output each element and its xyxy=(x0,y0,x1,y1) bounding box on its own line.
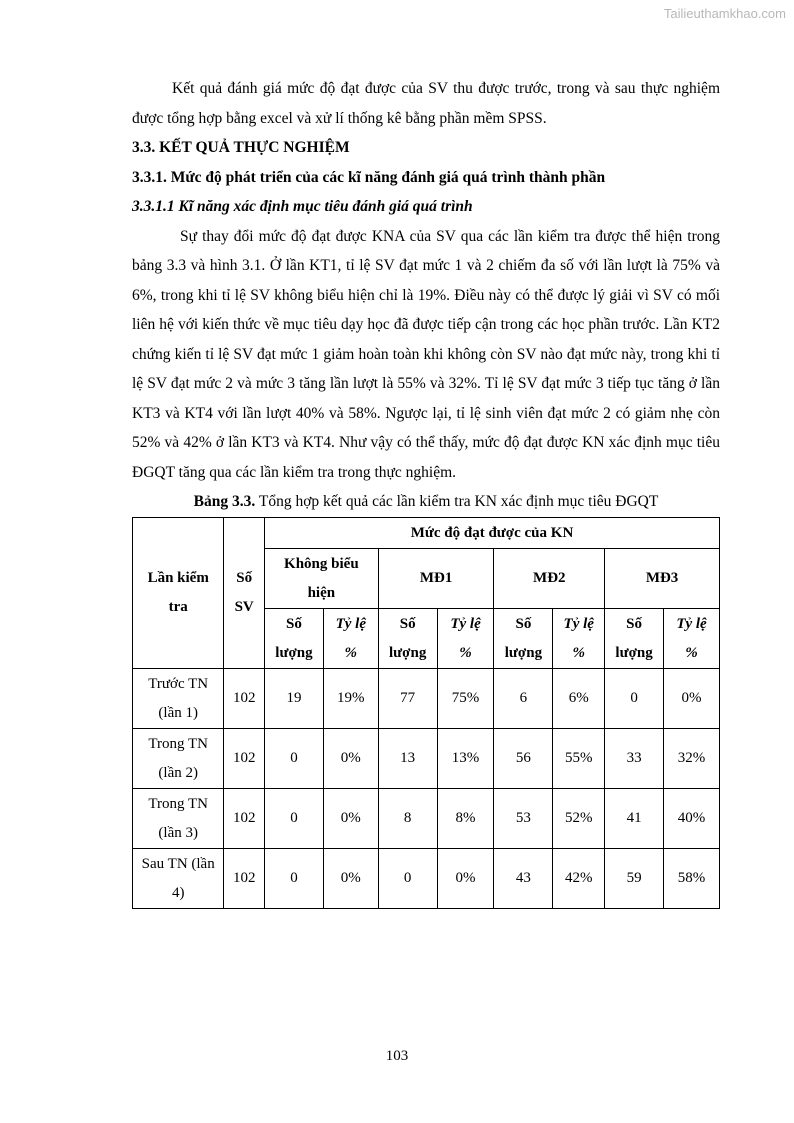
table-caption-text: Tổng hợp kết quả các lần kiểm tra KN xác định mục tiêu ĐGQT xyxy=(255,493,659,510)
header-group: Mức độ đạt được của KN xyxy=(265,518,720,549)
cell-ratio: 0% xyxy=(664,669,720,729)
header-count: Số lượng xyxy=(378,609,437,669)
cell-count: 53 xyxy=(494,789,553,849)
cell-test: Trước TN (lần 1) xyxy=(133,669,224,729)
table-caption-label: Bảng 3.3. xyxy=(193,493,256,510)
cell-ratio: 55% xyxy=(553,729,605,789)
cell-count: 59 xyxy=(605,849,664,909)
header-test: Lần kiểm tra xyxy=(133,518,224,669)
cell-count: 6 xyxy=(494,669,553,729)
cell-count: 33 xyxy=(605,729,664,789)
cell-ratio: 75% xyxy=(437,669,494,729)
table-caption xyxy=(132,487,720,516)
table-row xyxy=(133,789,720,849)
cell-count: 0 xyxy=(265,729,324,789)
page-content xyxy=(132,74,720,909)
table-row xyxy=(133,729,720,789)
cell-sv: 102 xyxy=(224,729,265,789)
cell-count: 0 xyxy=(605,669,664,729)
header-ratio: Tỷ lệ % xyxy=(323,609,378,669)
subsubsection-heading: 3.3.1.1 Kĩ năng xác định mục tiêu đánh giá quá trình xyxy=(132,198,473,215)
cell-ratio: 52% xyxy=(553,789,605,849)
cell-ratio: 6% xyxy=(553,669,605,729)
cell-count: 0 xyxy=(378,849,437,909)
cell-ratio: 8% xyxy=(437,789,494,849)
header-count: Số lượng xyxy=(494,609,553,669)
header-count: Số lượng xyxy=(265,609,324,669)
header-level-0: Không biểu hiện xyxy=(265,549,379,609)
cell-ratio: 19% xyxy=(323,669,378,729)
cell-count: 41 xyxy=(605,789,664,849)
body-paragraph: Sự thay đổi mức độ đạt được KNA của SV qua các lần kiểm tra được thể hiện trong bảng 3.3 và hình 3.1. Ở lần KT1, tỉ lệ SV đạt mức 1 và 2 chiếm đa số với lần lượt là 75% và 6%, trong khi tỉ lệ SV không biểu hiện chỉ là 19%. Điều này có thể được lý giải vì SV có mối liên hệ với kiến thức về mục tiêu dạy học đã được tiếp cận trong các học phần trước. Lần KT2 chứng kiến tỉ lệ SV đạt mức 1 giảm hoàn toàn khi không còn SV nào đạt mức này, trong khi tỉ lệ SV đạt mức 2 và mức 3 tăng lần lượt là 55% và 32%. Tỉ lệ SV đạt mức 3 tiếp tục tăng ở lần KT3 và KT4 với lần lượt 40% và 58%. Ngược lại, tỉ lệ sinh viên đạt mức 2 có giảm nhẹ còn 52% và 42% ở lần KT3 và KT4. Như vậy có thể thấy, mức độ đạt được KN xác định mục tiêu ĐGQT tăng qua các lần kiểm tra trong thực nghiệm. xyxy=(132,227,720,481)
cell-ratio: 0% xyxy=(437,849,494,909)
cell-count: 0 xyxy=(265,849,324,909)
cell-ratio: 0% xyxy=(323,789,378,849)
page-number: 103 xyxy=(385,1048,409,1064)
cell-sv: 102 xyxy=(224,669,265,729)
header-level-1: MĐ1 xyxy=(378,549,494,609)
cell-sv: 102 xyxy=(224,849,265,909)
cell-count: 0 xyxy=(265,789,324,849)
header-sv: Số SV xyxy=(224,518,265,669)
table-row xyxy=(133,669,720,729)
results-table xyxy=(132,517,720,909)
header-count: Số lượng xyxy=(605,609,664,669)
cell-count: 13 xyxy=(378,729,437,789)
header-ratio: Tỷ lệ % xyxy=(664,609,720,669)
header-ratio: Tỷ lệ % xyxy=(437,609,494,669)
cell-count: 8 xyxy=(378,789,437,849)
header-level-3: MĐ3 xyxy=(605,549,720,609)
cell-ratio: 0% xyxy=(323,729,378,789)
header-level-2: MĐ2 xyxy=(494,549,605,609)
cell-count: 56 xyxy=(494,729,553,789)
header-ratio: Tỷ lệ % xyxy=(553,609,605,669)
cell-test: Sau TN (lần 4) xyxy=(133,849,224,909)
cell-count: 43 xyxy=(494,849,553,909)
cell-ratio: 32% xyxy=(664,729,720,789)
cell-ratio: 13% xyxy=(437,729,494,789)
cell-ratio: 58% xyxy=(664,849,720,909)
cell-count: 77 xyxy=(378,669,437,729)
cell-test: Trong TN (lần 2) xyxy=(133,729,224,789)
watermark: Tailieuthamkhao.com xyxy=(663,6,786,21)
cell-sv: 102 xyxy=(224,789,265,849)
cell-ratio: 0% xyxy=(323,849,378,909)
intro-paragraph: Kết quả đánh giá mức độ đạt được của SV thu được trước, trong và sau thực nghiệm được tổng hợp bằng excel và xử lí thống kê bằng phần mềm SPSS. xyxy=(132,80,720,127)
section-heading: 3.3. KẾT QUẢ THỰC NGHIỆM xyxy=(132,139,350,156)
subsection-heading: 3.3.1. Mức độ phát triển của các kĩ năng đánh giá quá trình thành phần xyxy=(132,168,606,186)
cell-ratio: 40% xyxy=(664,789,720,849)
cell-ratio: 42% xyxy=(553,849,605,909)
cell-test: Trong TN (lần 3) xyxy=(133,789,224,849)
table-row xyxy=(133,849,720,909)
cell-count: 19 xyxy=(265,669,324,729)
